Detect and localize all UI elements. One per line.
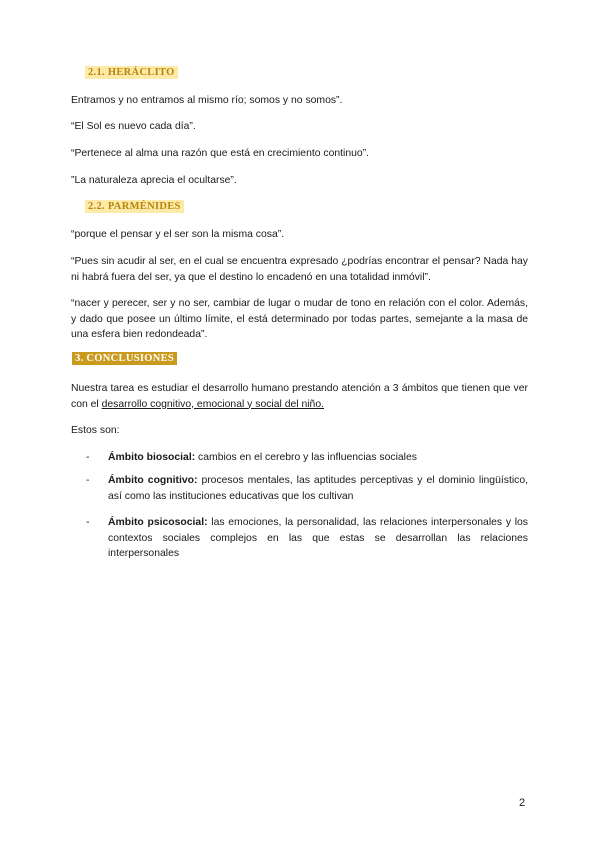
list-item-label: Ámbito psicosocial: <box>108 517 208 528</box>
parmenides-quote-1: “porque el pensar y el ser son la misma cosa”. <box>71 229 285 240</box>
parmenides-quote-2: “Pues sin acudir al ser, en el cual se encuentra expresado ¿podrías encontrar el pensar? Nada hay ni habrá fuera del ser, ya que el destino lo encadenó en una totalidad inmóvil”. <box>71 256 528 283</box>
section-heading-conclusiones: 3. CONCLUSIONES <box>72 352 177 365</box>
heraclito-quote-2: “El Sol es nuevo cada día”. <box>71 121 196 132</box>
list-item-cognitivo <box>88 473 528 504</box>
list-item-text: cambios en el cerebro y las influencias sociales <box>195 452 417 463</box>
list-item-biosocial <box>88 450 528 466</box>
list-dash: - <box>86 475 90 486</box>
list-item-label: Ámbito biosocial: <box>108 452 196 463</box>
heraclito-quote-1: Entramos y no entramos al mismo río; somos y no somos”. <box>71 95 343 106</box>
conclusion-intro: Nuestra tarea es estudiar el desarrollo humano prestando atención a 3 ámbitos que tienen que ver con el <box>71 383 528 410</box>
parmenides-quote-3: “nacer y perecer, ser y no ser, cambiar de lugar o mudar de tono en relación con el color. Además, y dado que posee un último límite, el está determinado por todas partes, semejante a la masa de una esfera bien redondeada”. <box>71 298 528 340</box>
heraclito-quote-3: “Pertenece al alma una razón que está en crecimiento continuo”. <box>71 148 370 159</box>
heraclito-quote-4: ”La naturaleza aprecia el ocultarse”. <box>71 175 237 186</box>
list-item-text: las emociones, la personalidad, las relaciones interpersonales y los contextos sociales complejos en las que estas se desarrollan las relaciones interpersonales <box>108 517 529 559</box>
list-dash: - <box>86 517 90 528</box>
conclusion-paragraph <box>71 381 528 412</box>
section-heading-parmenides: 2.2. PARMÉNIDES <box>85 200 184 213</box>
section-heading-heraclito: 2.1. HERÁCLITO <box>85 66 178 79</box>
list-dash: - <box>86 452 90 463</box>
page-number: 2 <box>519 797 526 809</box>
list-item-text: procesos mentales, las aptitudes perceptivas y el dominio lingüístico, así como las instituciones educativas que los cultivan <box>108 475 529 502</box>
list-item-label: Ámbito cognitivo: <box>108 475 198 486</box>
conclusion-underlined: desarrollo cognitivo, emocional y social del niño. <box>101 398 324 410</box>
list-item-psicosocial <box>88 515 528 562</box>
estos-son-text: Estos son: <box>71 425 120 436</box>
